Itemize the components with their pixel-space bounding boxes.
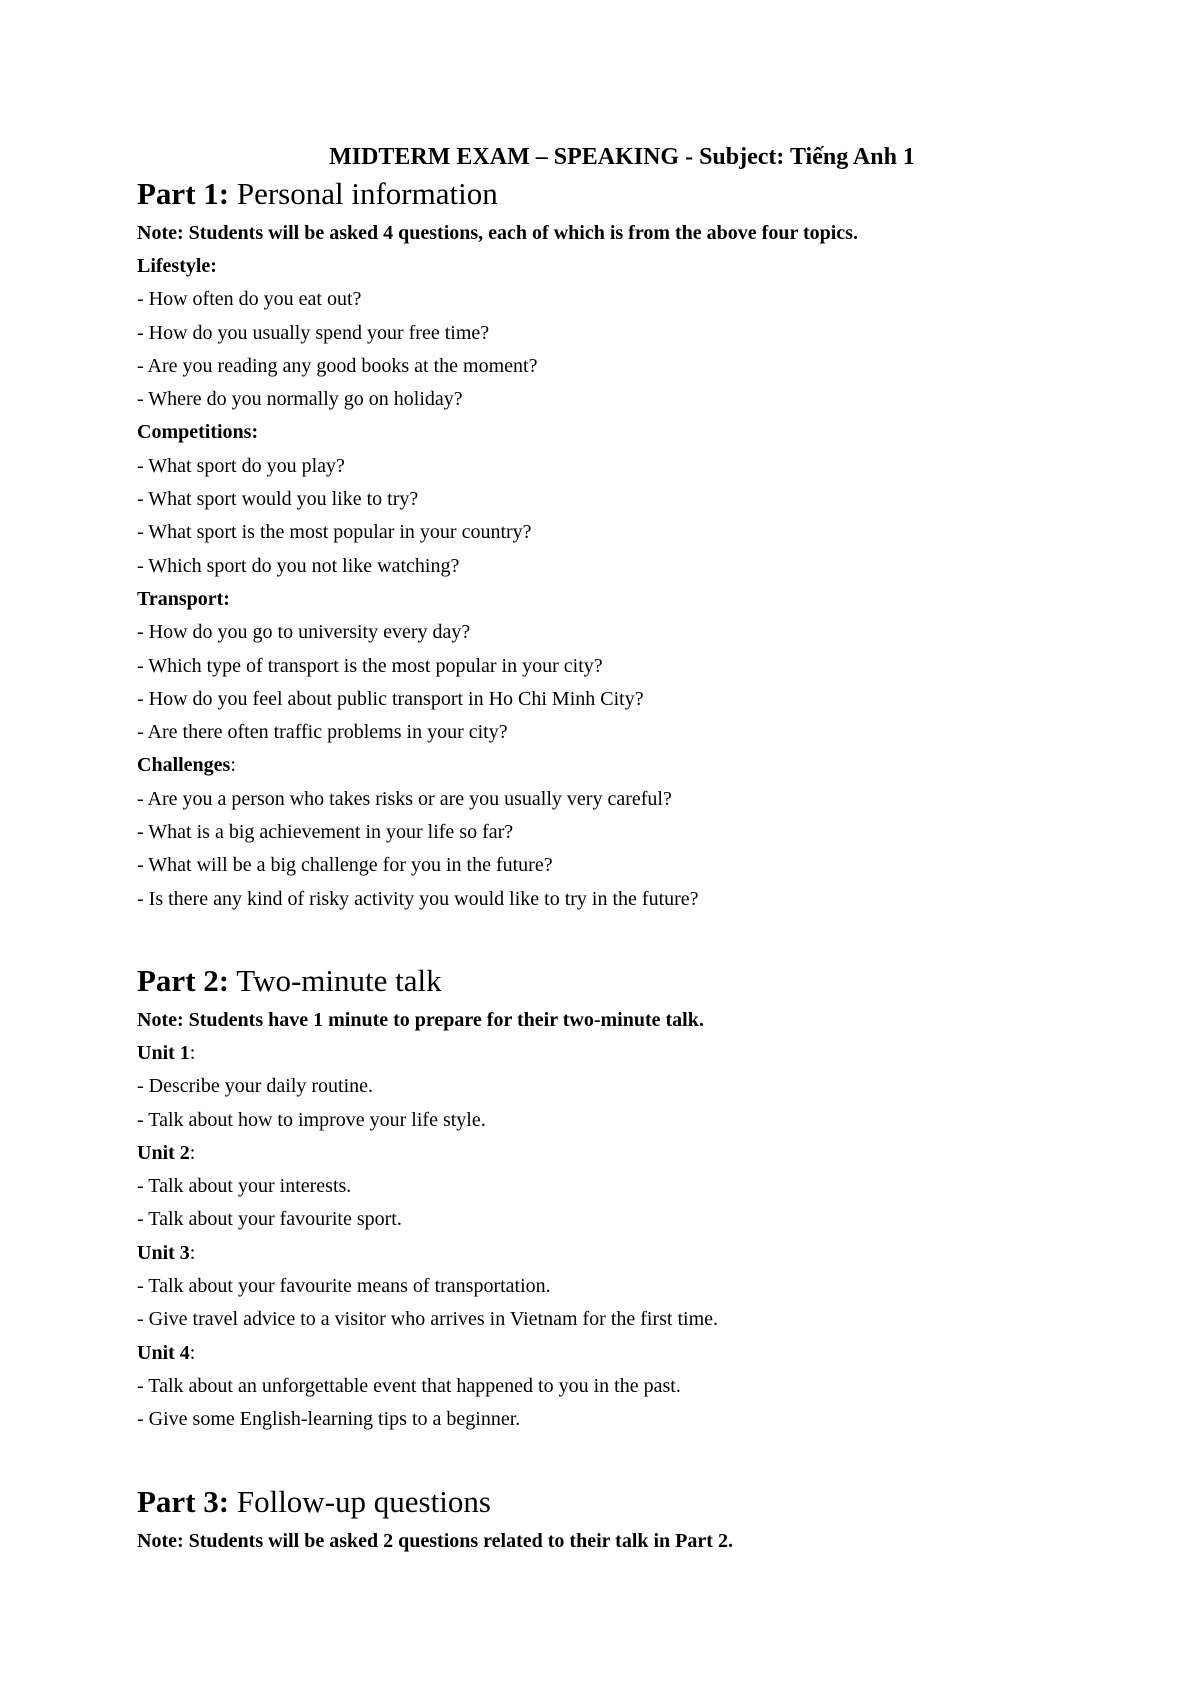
talk-item: - Talk about your interests.: [137, 1175, 352, 1198]
topic-transport-heading: Transport:: [137, 587, 230, 610]
part-1-label: Part 1:: [137, 176, 230, 211]
unit-4-heading: Unit 4:: [137, 1341, 196, 1364]
part-2-title: Two-minute talk: [236, 962, 442, 998]
unit-1-heading: Unit 1:: [137, 1041, 196, 1064]
question-item: - What sport would you like to try?: [137, 488, 419, 511]
question-item: - Which type of transport is the most popular in your city?: [137, 654, 603, 677]
part-1-title: Personal information: [236, 176, 498, 211]
talk-item: - Talk about how to improve your life style.: [137, 1108, 486, 1131]
question-item: - What sport is the most popular in your country?: [137, 521, 532, 544]
question-item: - Which sport do you not like watching?: [137, 554, 460, 577]
part-2-note: Note: Students have 1 minute to prepare for their two-minute talk.: [137, 1008, 704, 1031]
question-item: - Are you a person who takes risks or are you usually very careful?: [137, 787, 672, 810]
talk-item: - Give travel advice to a visitor who arrives in Vietnam for the first time.: [137, 1308, 719, 1331]
part-3-heading: [137, 1482, 1097, 1522]
part-2-heading: [137, 961, 1097, 1001]
talk-item: - Talk about an unforgettable event that happened to you in the past.: [137, 1374, 681, 1397]
unit-3-heading: Unit 3:: [137, 1241, 196, 1264]
question-item: - How do you go to university every day?: [137, 621, 471, 644]
part-3-section: [137, 1482, 1097, 1558]
section-spacer: [137, 916, 1097, 961]
question-item: - Where do you normally go on holiday?: [137, 388, 463, 411]
part-2-section: [137, 961, 1097, 1437]
unit-2-heading: Unit 2:: [137, 1141, 196, 1164]
question-item: - Are you reading any good books at the moment?: [137, 354, 538, 377]
question-item: - What will be a big challenge for you in the future?: [137, 854, 553, 877]
part-3-note: Note: Students will be asked 2 questions related to their talk in Part 2.: [137, 1529, 733, 1552]
topic-challenges-heading: Challenges:: [137, 754, 236, 777]
part-1-heading: [137, 174, 1097, 214]
exam-title: MIDTERM EXAM – SPEAKING - Subject: Tiếng Anh 1: [329, 144, 915, 170]
section-spacer: [137, 1437, 1097, 1482]
topic-lifestyle-heading: Lifestyle:: [137, 255, 217, 277]
question-item: - What is a big achievement in your life so far?: [137, 821, 514, 844]
part-1-section: [137, 174, 1097, 916]
question-item: - How do you usually spend your free time?: [137, 321, 490, 344]
document-page: [137, 142, 1097, 1558]
talk-item: - Give some English-learning tips to a beginner.: [137, 1408, 521, 1431]
question-item: - What sport do you play?: [137, 454, 345, 477]
question-item: - How often do you eat out?: [137, 288, 362, 311]
topic-competitions-heading: Competitions:: [137, 421, 259, 444]
talk-item: - Talk about your favourite sport.: [137, 1208, 402, 1231]
part-1-note: Note: Students will be asked 4 questions, each of which is from the above four topics.: [137, 222, 858, 244]
talk-item: - Describe your daily routine.: [137, 1075, 374, 1098]
part-2-label: Part 2:: [137, 962, 230, 998]
part-3-label: Part 3:: [137, 1483, 230, 1519]
part-3-title: Follow-up questions: [236, 1483, 491, 1519]
talk-item: - Talk about your favourite means of transportation.: [137, 1275, 551, 1298]
question-item: - How do you feel about public transport in Ho Chi Minh City?: [137, 687, 644, 710]
question-item: - Are there often traffic problems in your city?: [137, 721, 508, 744]
question-item: - Is there any kind of risky activity you would like to try in the future?: [137, 887, 699, 910]
